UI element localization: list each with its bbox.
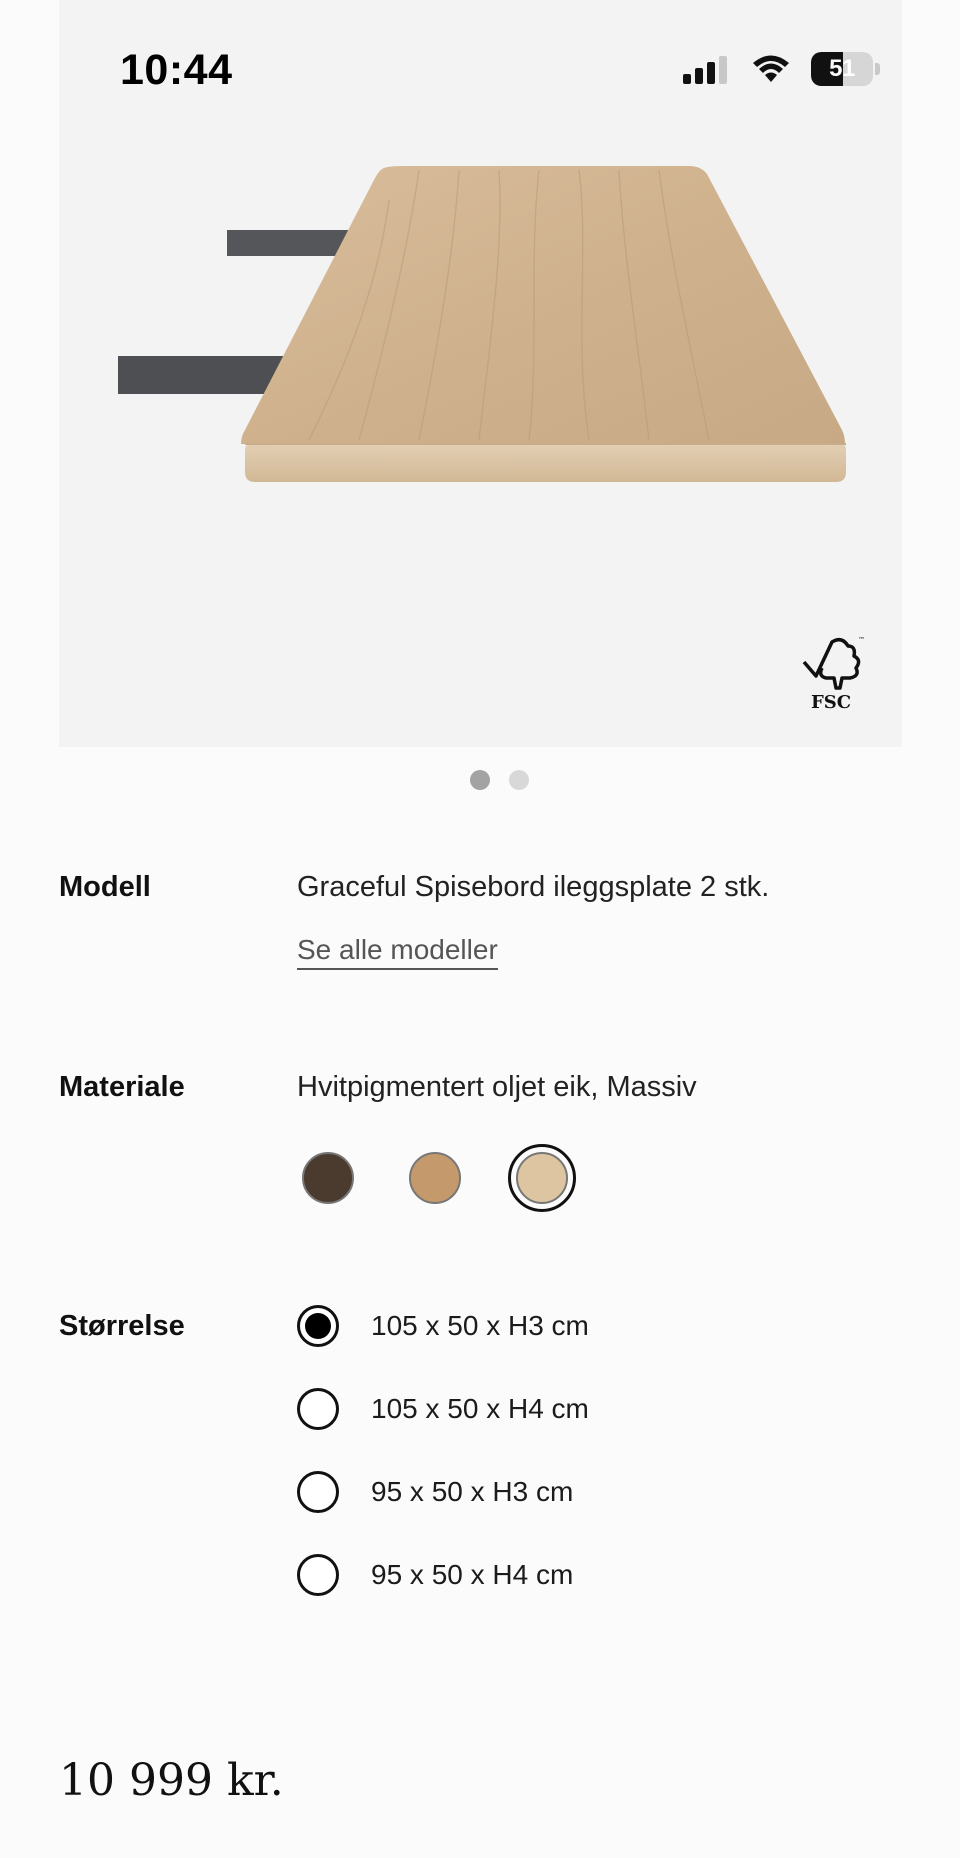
radio-unselected-icon[interactable]: [297, 1554, 339, 1596]
size-option[interactable]: [297, 1388, 589, 1430]
price: 10 999 kr.: [59, 1755, 284, 1806]
radio-unselected-icon[interactable]: [297, 1388, 339, 1430]
svg-text:™: ™: [858, 636, 865, 644]
size-option-label: 105 x 50 x H3 cm: [371, 1310, 589, 1341]
material-swatch-dark-oak[interactable]: [302, 1152, 354, 1204]
model-label: Modell: [59, 871, 151, 903]
size-option-label: 105 x 50 x H4 cm: [371, 1393, 589, 1424]
model-value: Graceful Spisebord ileggsplate 2 stk.: [297, 871, 770, 903]
status-bar: [0, 0, 960, 140]
carousel-dot-2[interactable]: [509, 770, 529, 790]
wifi-icon: [751, 54, 791, 84]
radio-unselected-icon[interactable]: [297, 1471, 339, 1513]
see-all-models-link[interactable]: Se alle modeller: [297, 934, 498, 970]
signal-icon: [683, 54, 731, 84]
radio-selected-icon[interactable]: [297, 1305, 339, 1347]
size-option[interactable]: [297, 1554, 573, 1596]
size-option-label: 95 x 50 x H3 cm: [371, 1476, 574, 1507]
fsc-label: FSC: [810, 692, 852, 712]
battery-icon: [811, 52, 873, 86]
fsc-logo: [796, 632, 866, 717]
size-label: Størrelse: [59, 1310, 185, 1342]
material-value: Hvitpigmentert oljet eik, Massiv: [297, 1071, 697, 1103]
status-time: 10:44: [120, 46, 233, 94]
battery-level: 51: [829, 55, 855, 82]
carousel-dot-1[interactable]: [470, 770, 490, 790]
material-swatch-white-pigmented-oak[interactable]: [516, 1152, 568, 1204]
size-option[interactable]: [297, 1471, 573, 1513]
size-option[interactable]: [297, 1305, 589, 1347]
material-label: Materiale: [59, 1071, 185, 1103]
tree-check-icon: [796, 632, 866, 712]
material-swatch-oiled-oak[interactable]: [409, 1152, 461, 1204]
size-option-label: 95 x 50 x H4 cm: [371, 1559, 574, 1590]
carousel-pagination: [470, 770, 529, 790]
